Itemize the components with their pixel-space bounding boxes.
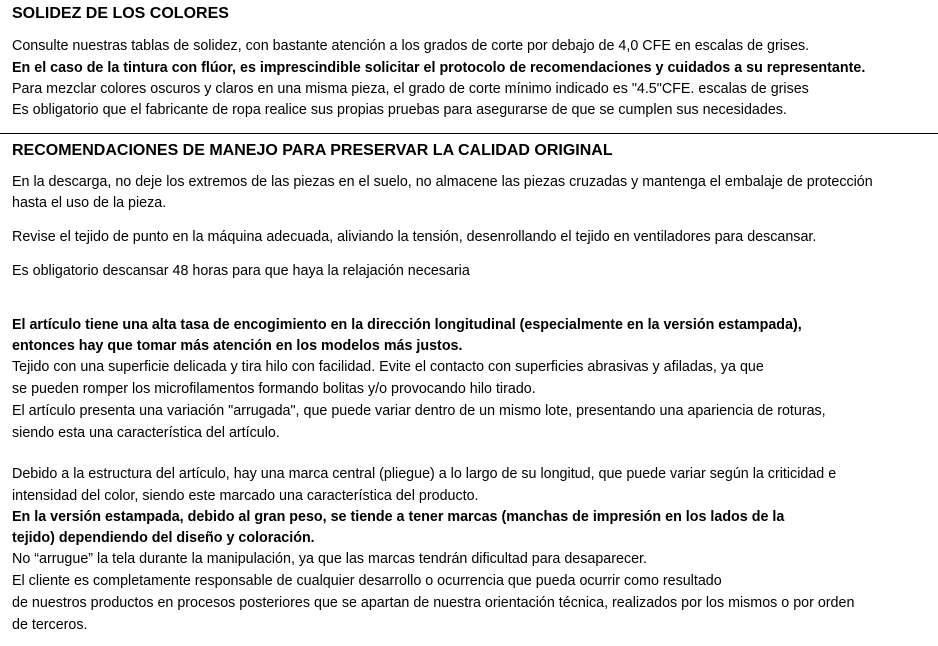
paragraph-line: de nuestros productos en procesos posteriores que se apartan de nuestra orientación técnica, realizados por los mismos o por orden [12,595,855,611]
section-heading-color-fastness: SOLIDEZ DE LOS COLORES [12,5,229,22]
section-divider [0,133,938,134]
paragraph-line: hasta el uso de la pieza. [12,195,167,211]
paragraph-line: Revise el tejido de punto en la máquina adecuada, aliviando la tensión, desenrollando el tejido en ventiladores para descansar. [12,229,817,245]
paragraph-line: Consulte nuestras tablas de solidez, con bastante atención a los grados de corte por debajo de 4,0 CFE en escalas de grises. [12,38,810,54]
paragraph-line: El artículo presenta una variación "arrugada", que puede variar dentro de un mismo lote, presentando una apariencia de roturas, [12,403,826,419]
paragraph-line-bold: entonces hay que tomar más atención en los modelos más justos. [12,338,463,354]
paragraph-line-bold: En el caso de la tintura con flúor, es imprescindible solicitar el protocolo de recomendaciones y cuidados a su representante. [12,60,866,76]
paragraph-line: intensidad del color, siendo este marcado una característica del producto. [12,488,479,504]
paragraph-line: Debido a la estructura del artículo, hay una marca central (pliegue) a lo largo de su longitud, que puede variar según la criticidad e [12,466,837,482]
section-heading-handling-recommendations: RECOMENDACIONES DE MANEJO PARA PRESERVAR LA CALIDAD ORIGINAL [12,142,613,159]
paragraph-line: Para mezclar colores oscuros y claros en una misma pieza, el grado de corte mínimo indicado es "4.5"CFE. escalas de grises [12,81,809,97]
paragraph-line: En la descarga, no deje los extremos de las piezas en el suelo, no almacene las piezas cruzadas y mantenga el embalaje de protección [12,174,873,190]
paragraph-line: de terceros. [12,617,88,633]
paragraph-line: Es obligatorio que el fabricante de ropa realice sus propias pruebas para asegurarse de que se cumplen sus necesidades. [12,102,787,118]
paragraph-line: Tejido con una superficie delicada y tira hilo con facilidad. Evite el contacto con superficies abrasivas y afiladas, ya que [12,359,764,375]
paragraph-line: se pueden romper los microfilamentos formando bolitas y/o provocando hilo tirado. [12,381,536,397]
paragraph-line-bold: tejido) dependiendo del diseño y coloración. [12,530,315,546]
paragraph-line-bold: En la versión estampada, debido al gran peso, se tiende a tener marcas (manchas de impresión en los lados de la [12,509,785,525]
paragraph-line: Es obligatorio descansar 48 horas para que haya la relajación necesaria [12,263,470,279]
paragraph-line: siendo esta una característica del artículo. [12,425,280,441]
paragraph-line-bold: El artículo tiene una alta tasa de encogimiento en la dirección longitudinal (especialmente en la versión estampada), [12,317,802,333]
paragraph-line: El cliente es completamente responsable de cualquier desarrollo o ocurrencia que pueda ocurrir como resultado [12,573,722,589]
paragraph-line: No “arrugue” la tela durante la manipulación, ya que las marcas tendrán dificultad para desaparecer. [12,551,647,567]
